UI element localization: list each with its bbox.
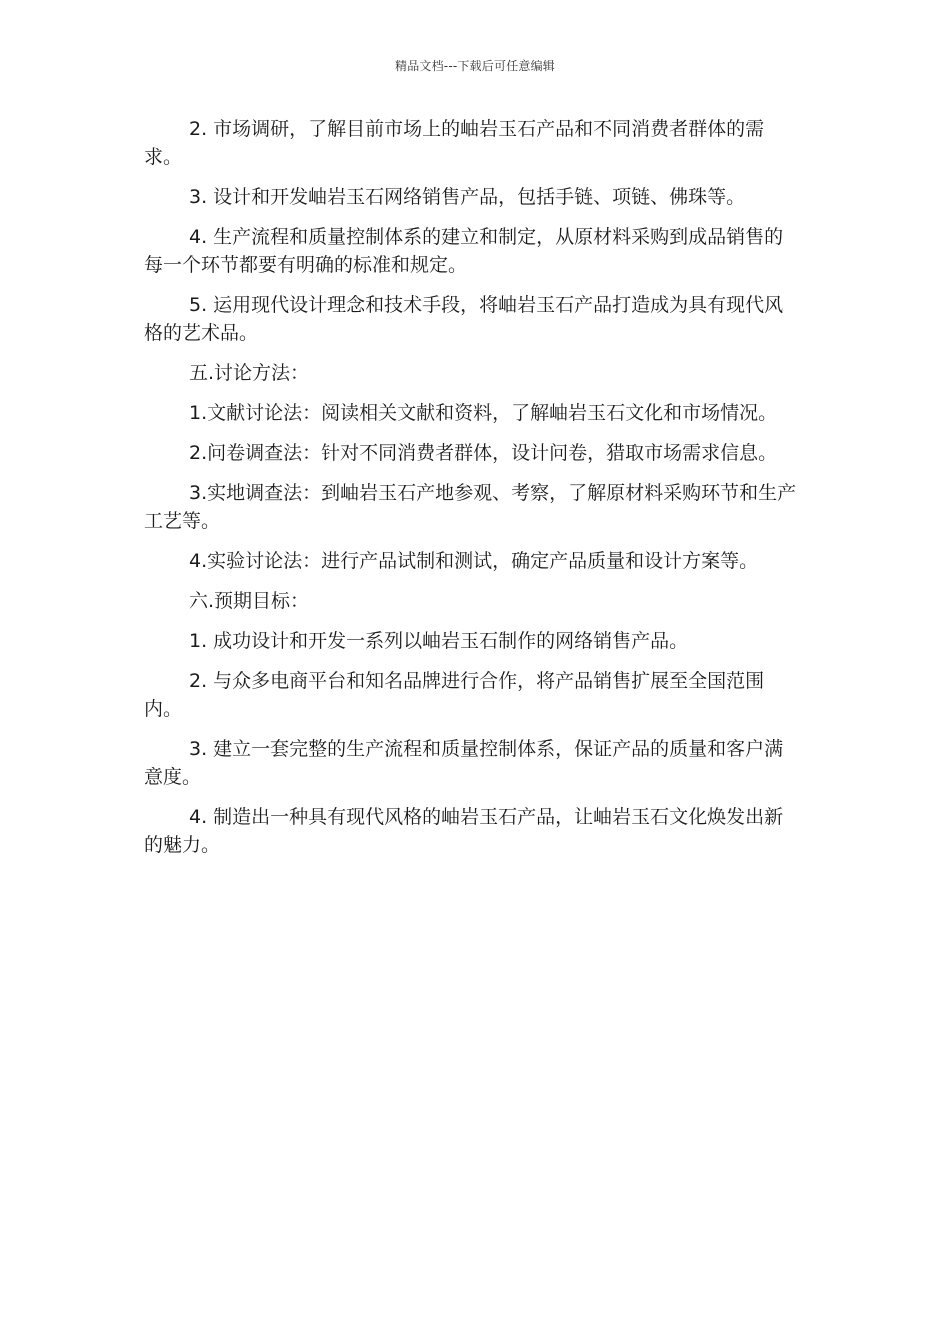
paragraph-goal-quality: 3. 建立一套完整的生产流程和质量控制体系，保证产品的质量和客户满意度。 <box>144 738 784 788</box>
paragraph-design: 3. 设计和开发岫岩玉石网络销售产品，包括手链、项链、佛珠等。 <box>189 186 746 208</box>
paragraph-survey-method: 2.问卷调查法：针对不同消费者群体，设计问卷，猎取市场需求信息。 <box>189 442 778 464</box>
section-heading-methods: 五.讨论方法： <box>189 362 310 384</box>
section-heading-goals: 六.预期目标： <box>189 590 310 612</box>
paragraph-goal-products: 1. 成功设计和开发一系列以岫岩玉石制作的网络销售产品。 <box>189 630 689 652</box>
paragraph-goal-culture: 4. 制造出一种具有现代风格的岫岩玉石产品，让岫岩玉石文化焕发出新的魅力。 <box>144 806 784 856</box>
paragraph-research: 2. 市场调研，了解目前市场上的岫岩玉石产品和不同消费者群体的需求。 <box>144 118 765 168</box>
document-body <box>144 115 802 871</box>
paragraph-literature-method: 1.文献讨论法：阅读相关文献和资料，了解岫岩玉石文化和市场情况。 <box>189 402 778 424</box>
paragraph-modern-design: 5. 运用现代设计理念和技术手段，将岫岩玉石产品打造成为具有现代风格的艺术品。 <box>144 294 784 344</box>
page-header: 精品文档---下载后可任意编辑 <box>395 59 555 73</box>
paragraph-experiment-method: 4.实验讨论法：进行产品试制和测试，确定产品质量和设计方案等。 <box>189 550 759 572</box>
paragraph-field-method: 3.实地调查法：到岫岩玉石产地参观、考察，了解原材料采购环节和生产工艺等。 <box>144 482 797 532</box>
paragraph-quality-system: 4. 生产流程和质量控制体系的建立和制定，从原材料采购到成品销售的每一个环节都要有明确的标准和规定。 <box>144 226 784 276</box>
paragraph-goal-partners: 2. 与众多电商平台和知名品牌进行合作，将产品销售扩展至全国范围内。 <box>144 670 765 720</box>
